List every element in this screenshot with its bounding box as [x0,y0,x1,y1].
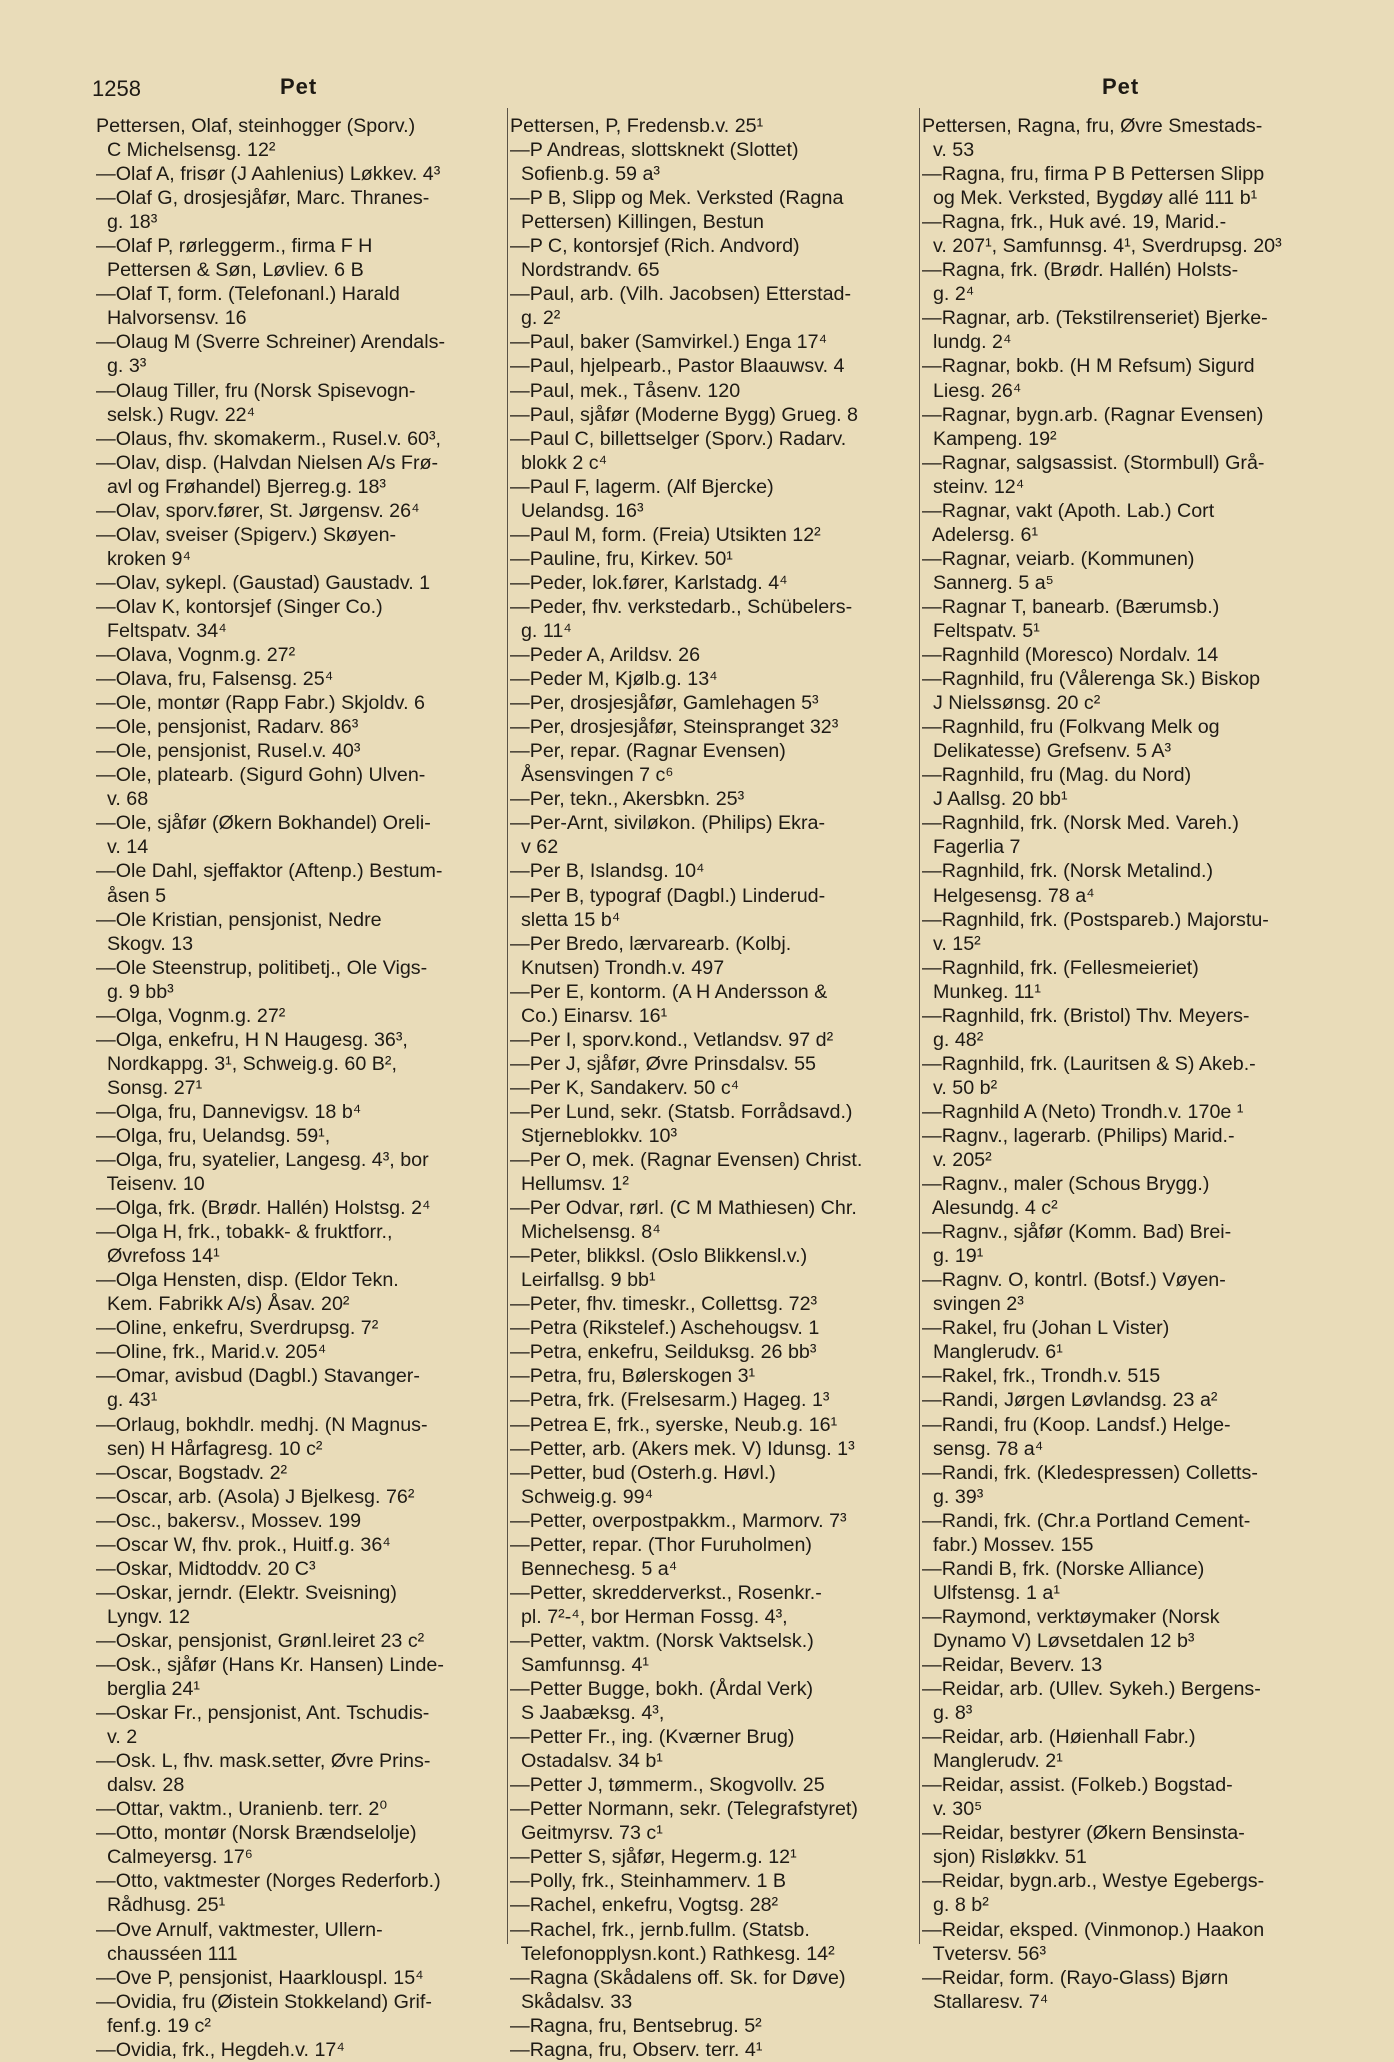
directory-entry-line: —Ragnhild, fru (Vålerenga Sk.) Biskop [922,668,1261,691]
directory-entry-line: —Petra, fru, Bølerskogen 3¹ [510,1365,756,1388]
directory-entry-line: —Petter Fr., ing. (Kværner Brug) [510,1726,795,1749]
directory-entry-line: Skogv. 13 [96,932,194,955]
directory-entry-line: —Oline, enkefru, Sverdrupsg. 7² [96,1317,379,1340]
directory-entry-line: v 62 [510,836,559,859]
directory-entry-line: —Paul, hjelpearb., Pastor Blaauwsv. 4 [510,355,845,378]
column-divider [507,108,508,1944]
directory-entry-line: —Olga, frk. (Brødr. Hallén) Holstsg. 2⁴ [96,1197,431,1220]
directory-entry-line: avl og Frøhandel) Bjerreg.g. 18³ [96,475,386,498]
directory-entry-line: Pettersen & Søn, Løvliev. 6 B [96,259,364,282]
directory-entry-line: Nordstrandv. 65 [510,259,660,282]
directory-entry-line: —Petter, overpostpakkm., Marmorv. 7³ [510,1509,847,1532]
directory-entry-line: —Randi B, frk. (Norske Alliance) [922,1557,1205,1580]
directory-entry-line: g. 9 bb³ [96,980,174,1003]
directory-entry-line: —Petra, frk. (Frelsesarm.) Hageg. 1³ [510,1389,830,1412]
directory-entry-line: Uelandsg. 16³ [510,499,644,522]
directory-entry-line: Manglerudv. 6¹ [922,1341,1063,1364]
directory-entry-line: —Ragnar, veiarb. (Kommunen) [922,547,1195,570]
directory-entry-line: —Ragna, fru, firma P B Pettersen Slipp [922,163,1265,186]
directory-entry-line: v. 14 [96,836,149,859]
directory-entry-line: —Rakel, frk., Trondh.v. 515 [922,1365,1161,1388]
directory-entry-line: —Oscar W, fhv. prok., Huitf.g. 36⁴ [96,1533,391,1556]
directory-entry-line: kroken 9⁴ [96,547,191,570]
directory-entry-line: —Otto, vaktmester (Norges Rederforb.) [96,1870,441,1893]
directory-entry-line: —Reidar, assist. (Folkeb.) Bogstad- [922,1774,1233,1797]
directory-entry-line: Feltspatv. 34⁴ [96,619,227,642]
directory-entry-line: —Ragna, frk., Huk avé. 19, Marid.- [922,211,1227,234]
directory-entry-line: —Petter, arb. (Akers mek. V) Idunsg. 1³ [510,1437,855,1460]
directory-entry-line: —Rachel, frk., jernb.fullm. (Statsb. [510,1918,810,1941]
directory-entry-line: —P B, Slipp og Mek. Verksted (Ragna [510,187,844,210]
directory-entry-line: Feltspatv. 5¹ [922,619,1040,642]
directory-entry-line: g. 8 b² [922,1894,989,1917]
directory-entry-line: —Ragnhild A (Neto) Trondh.v. 170e ¹ [922,1100,1244,1123]
directory-entry-line: —Ole Kristian, pensjonist, Nedre [96,908,382,931]
directory-column-2 [510,114,918,2062]
directory-entry-line: v. 68 [96,788,149,811]
directory-entry-line: Michelsensg. 8⁴ [510,1221,661,1244]
directory-entry-line: —Peder A, Arildsv. 26 [510,644,701,667]
column-divider [919,108,920,1944]
directory-entry-line: v. 53 [922,139,975,162]
directory-entry-line: Stallaresv. 7⁴ [922,1990,1049,2013]
directory-entry-line: —Rachel, enkefru, Vogtsg. 28² [510,1894,779,1917]
directory-entry-line: fenf.g. 19 c² [96,2014,211,2037]
directory-entry-line: —Ragnv., sjåfør (Komm. Bad) Brei- [922,1221,1232,1244]
directory-entry-line: Manglerudv. 2¹ [922,1750,1063,1773]
directory-entry-line: Ostadalsv. 34 b¹ [510,1750,663,1773]
directory-entry-line: —Randi, frk. (Kledespressen) Colletts- [922,1461,1258,1484]
directory-entry-line: —Ole Steenstrup, politibetj., Ole Vigs- [96,956,428,979]
directory-entry-line: —Olaug M (Sverre Schreiner) Arendals- [96,331,446,354]
directory-entry-line: —Per Bredo, lærvarearb. (Kolbj. [510,932,792,955]
directory-entry-line: Knutsen) Trondh.v. 497 [510,956,725,979]
directory-entry-line: berglia 24¹ [96,1678,200,1701]
directory-entry-line: —Ragnar, bygn.arb. (Ragnar Evensen) [922,403,1264,426]
directory-entry-line: fabr.) Mossev. 155 [922,1533,1094,1556]
directory-entry-line: —Ragnar, vakt (Apoth. Lab.) Cort [922,499,1215,522]
directory-entry-line: —Ove Arnulf, vaktmester, Ullern- [96,1918,383,1941]
directory-entry-line: Samfunnsg. 4¹ [510,1654,649,1676]
directory-entry-line: —Olav, sporv.fører, St. Jørgensv. 26⁴ [96,499,420,522]
directory-entry-line: —Ragnar T, banearb. (Bærumsb.) [922,595,1220,618]
directory-entry-line: steinv. 12⁴ [922,475,1025,498]
directory-entry-line: —Oskar Fr., pensjonist, Ant. Tschudis- [96,1702,430,1725]
directory-entry-line: —Per, repar. (Ragnar Evensen) [510,740,786,763]
directory-entry-line: —Oskar, jerndr. (Elektr. Sveisning) [96,1581,397,1604]
directory-entry-line: Åsensvingen 7 c⁶ [510,764,674,787]
directory-entry-line: sletta 15 b⁴ [510,908,621,931]
directory-entry-line: —Per E, kontorm. (A H Andersson & [510,980,828,1003]
directory-entry-line: —Olga H, frk., tobakk- & fruktforr., [96,1221,393,1244]
directory-entry-line: —Ovidia, frk., Hegdeh.v. 17⁴ [96,2038,345,2061]
directory-entry-line: g. 2² [510,307,561,330]
directory-entry-line: —Oscar, Bogstadv. 2² [96,1461,288,1484]
directory-entry-line: —Ragnhild, fru (Folkvang Melk og [922,716,1220,739]
directory-entry-line: —Olaf T, form. (Telefonanl.) Harald [96,283,400,306]
directory-entry-line: —Paul F, lagerm. (Alf Bjercke) [510,475,774,498]
directory-column-3 [922,114,1326,2014]
directory-entry-line: —Ole, platearb. (Sigurd Gohn) Ulven- [96,764,426,787]
directory-entry-line: —Ovidia, fru (Øistein Stokkeland) Grif- [96,1990,432,2013]
directory-entry-line: —Otto, montør (Norsk Brændselolje) [96,1822,417,1845]
directory-entry-line: —Polly, frk., Steinhammerv. 1 B [510,1870,787,1893]
directory-entry-line: Alesundg. 4 c² [922,1197,1058,1220]
directory-entry-line: —Olav, sykepl. (Gaustad) Gaustadv. 1 [96,571,431,594]
directory-entry-line: —Per K, Sandakerv. 50 c⁴ [510,1076,740,1099]
directory-entry-line: —Per Lund, sekr. (Statsb. Forrådsavd.) [510,1100,853,1123]
directory-entry-line: J Nielssønsg. 20 c² [922,692,1101,715]
directory-entry-line: —Randi, frk. (Chr.a Portland Cement- [922,1509,1251,1532]
directory-entry-line: —Olga, fru, syatelier, Langesg. 4³, bor [96,1149,429,1172]
directory-entry-line: —Ottar, vaktm., Uranienb. terr. 2⁰ [96,1798,388,1821]
directory-entry-line: —Raymond, verktøymaker (Norsk [922,1605,1220,1628]
directory-entry-line: —Petter, vaktm. (Norsk Vaktselsk.) [510,1629,814,1652]
directory-entry-line: —Per, drosjesjåfør, Gamlehagen 5³ [510,692,819,715]
directory-entry-line: —Ragnv., maler (Schous Brygg.) [922,1173,1210,1196]
directory-entry-line: S Jaabæksg. 4³, [510,1702,665,1725]
directory-entry-line: v. 30⁵ [922,1798,983,1821]
directory-entry-line: sjon) Risløkkv. 51 [922,1846,1087,1869]
directory-entry-line: —Olga, fru, Dannevigsv. 18 b⁴ [96,1100,362,1123]
directory-entry-line: Ulfstensg. 1 a¹ [922,1581,1060,1604]
directory-entry-line: —Ole Dahl, sjeffaktor (Aftenp.) Bestum- [96,860,443,883]
directory-entry-line: —Reidar, arb. (Høienhall Fabr.) [922,1726,1196,1749]
directory-entry-line: chausséen 111 [96,1942,238,1965]
directory-entry-line: —Per, tekn., Akersbkn. 25³ [510,788,745,811]
directory-entry-line: g. 3³ [96,355,147,378]
directory-entry-line: —Reidar, bestyrer (Økern Bensinsta- [922,1822,1245,1845]
directory-entry-line: —Olava, fru, Falsensg. 25⁴ [96,668,334,691]
directory-entry-line: —Oscar, arb. (Asola) J Bjelkesg. 76² [96,1485,415,1508]
directory-entry-line: —Olav, sveiser (Spigerv.) Skøyen- [96,523,397,546]
header-left-word: Pet [280,74,318,99]
directory-entry-line: Fagerlia 7 [922,836,1021,859]
directory-entry-line: —Ragnhild, frk. (Postspareb.) Majorstu- [922,908,1269,931]
directory-entry-line: Schweig.g. 99⁴ [510,1485,654,1508]
directory-entry-line: —Ove P, pensjonist, Haarklouspl. 15⁴ [96,1966,424,1989]
directory-entry-line: sensg. 78 a⁴ [922,1437,1044,1460]
directory-entry-line: Halvorsensv. 16 [96,307,247,330]
directory-entry-line: —Osk., sjåfør (Hans Kr. Hansen) Linde- [96,1654,444,1676]
directory-entry-line: —Pauline, fru, Kirkev. 50¹ [510,547,733,570]
directory-entry-line: Bennechesg. 5 a⁴ [510,1557,678,1580]
directory-entry-line: Hellumsv. 1² [510,1173,629,1196]
directory-entry-line: Pettersen, Ragna, fru, Øvre Smestads- [922,115,1263,137]
directory-entry-line: g. 18³ [96,211,158,234]
directory-entry-line: —Ragnhild (Moresco) Nordalv. 14 [922,644,1219,667]
directory-entry-line: —Osk. L, fhv. mask.setter, Øvre Prins- [96,1750,431,1773]
directory-entry-line: —Ragnar, bokb. (H M Refsum) Sigurd [922,355,1255,378]
directory-entry-line: —Peder, fhv. verkstedarb., Schübelers- [510,595,853,618]
directory-entry-line: g. 48² [922,1028,984,1051]
directory-entry-line: —Ragnv., lagerarb. (Philips) Marid.- [922,1124,1235,1147]
directory-entry-line: sen) H Hårfagresg. 10 c² [96,1437,323,1460]
directory-entry-line: selsk.) Rugv. 22⁴ [96,403,256,426]
directory-entry-line: —Olga, fru, Uelandsg. 59¹, [96,1124,331,1147]
directory-entry-line: —P Andreas, slottsknekt (Slottet) [510,139,799,162]
directory-entry-line: —Ragnhild, frk. (Fellesmeieriet) [922,956,1199,979]
directory-entry-line: Telefonopplysn.kont.) Rathkesg. 14² [510,1942,835,1965]
directory-entry-line: —Petter, repar. (Thor Furuholmen) [510,1533,812,1556]
directory-entry-line: —Ragnhild, frk. (Bristol) Thv. Meyers- [922,1004,1250,1027]
directory-entry-line: åsen 5 [96,884,167,907]
directory-entry-line: —Reidar, arb. (Ullev. Sykeh.) Bergens- [922,1678,1261,1701]
directory-entry-line: —Reidar, bygn.arb., Westye Egebergs- [922,1870,1265,1893]
directory-entry-line: —Oskar, pensjonist, Grønl.leiret 23 c² [96,1629,425,1652]
directory-entry-line: Teisenv. 10 [96,1173,205,1196]
directory-entry-line: —P C, kontorsjef (Rich. Andvord) [510,235,800,258]
directory-entry-line: Pettersen, P, Fredensb.v. 25¹ [510,115,764,137]
directory-entry-line: Pettersen, Olaf, steinhogger (Sporv.) [96,115,416,137]
directory-entry-line: —Oskar, Midtoddv. 20 C³ [96,1557,316,1580]
directory-entry-line: Pettersen) Killingen, Bestun [510,211,764,234]
directory-entry-line: —Ole, pensjonist, Rusel.v. 40³ [96,740,361,763]
directory-entry-line: —Paul, baker (Samvirkel.) Enga 17⁴ [510,331,828,354]
directory-entry-line: —Ragnhild, frk. (Norsk Metalind.) [922,860,1214,883]
directory-entry-line: g. 8³ [922,1702,973,1725]
directory-entry-line: —Paul, sjåfør (Moderne Bygg) Grueg. 8 [510,403,858,426]
directory-entry-line: —Rakel, fru (Johan L Vister) [922,1317,1170,1340]
directory-entry-line: —Per-Arnt, siviløkon. (Philips) Ekra- [510,812,826,835]
directory-entry-line: —Per B, typograf (Dagbl.) Linderud- [510,884,826,907]
directory-entry-line: dalsv. 28 [96,1774,185,1797]
directory-entry-line: pl. 7²-⁴, bor Herman Fossg. 4³, [510,1605,788,1628]
directory-entry-line: J Aallsg. 20 bb¹ [922,788,1068,811]
directory-entry-line: —Randi, Jørgen Løvlandsg. 23 a² [922,1389,1218,1412]
directory-entry-line: —Ragnar, arb. (Tekstilrenseriet) Bjerke- [922,307,1268,330]
directory-entry-line: —Reidar, eksped. (Vinmonop.) Haakon [922,1918,1265,1941]
directory-entry-line: —Ole, sjåfør (Økern Bokhandel) Oreli- [96,812,431,835]
directory-entry-line: Sannerg. 5 a⁵ [922,571,1054,594]
directory-entry-line: —Ragna (Skådalens off. Sk. for Døve) [510,1966,846,1989]
directory-entry-line: Skådalsv. 33 [510,1990,633,2013]
directory-entry-line: —Omar, avisbud (Dagbl.) Stavanger- [96,1365,420,1388]
directory-entry-line: Dynamo V) Løvsetdalen 12 b³ [922,1629,1195,1652]
directory-entry-line: v. 2 [96,1726,138,1749]
directory-entry-line: —Olaf G, drosjesjåfør, Marc. Thranes- [96,187,430,210]
directory-entry-line: g. 39³ [922,1485,984,1508]
directory-entry-line: —Olav, disp. (Halvdan Nielsen A/s Frø- [96,451,439,474]
directory-entry-line: —Petter, bud (Osterh.g. Høvl.) [510,1461,776,1484]
directory-entry-line: —Peter, fhv. timeskr., Collettsg. 72³ [510,1293,818,1316]
directory-entry-line: Stjerneblokkv. 10³ [510,1124,678,1147]
directory-entry-line: —Ragna, fru, Observ. terr. 4¹ [510,2038,763,2061]
directory-entry-line: —Peder M, Kjølb.g. 13⁴ [510,668,718,691]
directory-entry-line: —Petter Bugge, bokh. (Årdal Verk) [510,1678,814,1701]
directory-entry-line: —Olaf P, rørleggerm., firma F H [96,235,373,258]
directory-entry-line: Kampeng. 19² [922,427,1057,450]
directory-entry-line: g. 19¹ [922,1245,984,1268]
directory-entry-line: —Reidar, Beverv. 13 [922,1654,1103,1676]
header-right-word: Pet [1102,74,1140,99]
directory-entry-line: Sofienb.g. 59 a³ [510,163,660,186]
directory-entry-line: —Paul, mek., Tåsenv. 120 [510,379,741,402]
directory-entry-line: —Paul C, billettselger (Sporv.) Radarv. [510,427,847,450]
directory-entry-line: Geitmyrsv. 73 c¹ [510,1822,663,1845]
directory-entry-line: Delikatesse) Grefsenv. 5 A³ [922,740,1172,763]
directory-entry-line: —Ole, pensjonist, Radarv. 86³ [96,716,359,739]
directory-entry-line: Adelersg. 6¹ [922,523,1038,546]
directory-entry-line: —Petter Normann, sekr. (Telegrafstyret) [510,1798,858,1821]
directory-entry-line: —Olava, Vognm.g. 27² [96,644,296,667]
directory-entry-line: Sonsg. 27¹ [96,1076,203,1099]
directory-entry-line: Helgesensg. 78 a⁴ [922,884,1095,907]
directory-entry-line: —Peter, blikksl. (Oslo Blikkensl.v.) [510,1245,808,1268]
directory-entry-line: —Ragnhild, frk. (Lauritsen & S) Akeb.- [922,1052,1256,1075]
directory-entry-line: Calmeyersg. 17⁶ [96,1846,253,1869]
directory-entry-line: —Olaus, fhv. skomakerm., Rusel.v. 60³, [96,427,441,450]
directory-entry-line: —Per O, mek. (Ragnar Evensen) Christ. [510,1149,863,1172]
directory-entry-line: —Ole, montør (Rapp Fabr.) Skjoldv. 6 [96,692,425,715]
directory-entry-line: v. 50 b² [922,1076,998,1099]
directory-entry-line: —Orlaug, bokhdlr. medhj. (N Magnus- [96,1413,428,1436]
directory-entry-line: —Osc., bakersv., Mossev. 199 [96,1509,362,1532]
directory-entry-line: —Oline, frk., Marid.v. 205⁴ [96,1341,327,1364]
directory-entry-line: —Petra (Rikstelef.) Aschehougsv. 1 [510,1317,820,1340]
directory-entry-line: —Reidar, form. (Rayo-Glass) Bjørn [922,1966,1229,1989]
directory-entry-line: Munkeg. 11¹ [922,980,1041,1003]
directory-entry-line: Øvrefoss 14¹ [96,1245,220,1268]
directory-entry-line: Rådhusg. 25¹ [96,1894,226,1917]
directory-entry-line: —Per B, Islandsg. 10⁴ [510,860,705,883]
directory-entry-line: —Olaug Tiller, fru (Norsk Spisevogn- [96,379,416,402]
directory-entry-line: Nordkappg. 3¹, Schweig.g. 60 B², [96,1052,397,1075]
directory-entry-line: —Paul M, form. (Freia) Utsikten 12² [510,523,821,546]
directory-entry-line: —Petter, skredderverkst., Rosenkr.- [510,1581,822,1604]
directory-entry-line: —Petter J, tømmerm., Skogvollv. 25 [510,1774,825,1797]
directory-entry-line: C Michelsensg. 12² [96,139,276,162]
directory-entry-line: —Olga, Vognm.g. 27² [96,1004,286,1027]
directory-entry-line: —Per Odvar, rørl. (C M Mathiesen) Chr. [510,1197,857,1220]
directory-entry-line: —Petrea E, frk., syerske, Neub.g. 16¹ [510,1413,838,1436]
directory-entry-line: —Petter S, sjåfør, Hegerm.g. 12¹ [510,1846,797,1869]
directory-entry-line: Liesg. 26⁴ [922,379,1022,402]
directory-entry-line: —Per I, sporv.kond., Vetlandsv. 97 d² [510,1028,834,1051]
directory-entry-line: —Randi, fru (Koop. Landsf.) Helge- [922,1413,1231,1436]
directory-entry-line: svingen 2³ [922,1293,1024,1316]
directory-column-1 [96,114,504,2062]
directory-entry-line: —Per, drosjesjåfør, Steinspranget 32³ [510,716,839,739]
directory-entry-line: g. 43¹ [96,1389,158,1412]
directory-entry-line: —Olga Hensten, disp. (Eldor Tekn. [96,1269,399,1292]
directory-entry-line: —Paul, arb. (Vilh. Jacobsen) Etterstad- [510,283,852,306]
directory-entry-line: —Olav K, kontorsjef (Singer Co.) [96,595,383,618]
directory-entry-line: g. 11⁴ [510,619,572,642]
directory-entry-line: —Olaf A, frisør (J Aahlenius) Løkkev. 4³ [96,163,441,186]
directory-entry-line: v. 207¹, Samfunnsg. 4¹, Sverdrupsg. 20³ [922,235,1282,258]
directory-entry-line: —Ragnhild, fru (Mag. du Nord) [922,764,1192,787]
directory-entry-line: blokk 2 c⁴ [510,451,608,474]
directory-entry-line: —Ragna, frk. (Brødr. Hallén) Holsts- [922,259,1239,282]
directory-entry-line: Lyngv. 12 [96,1605,191,1628]
page-number: 1258 [92,76,141,101]
directory-entry-line: Kem. Fabrikk A/s) Åsav. 20² [96,1293,350,1316]
directory-entry-line: —Ragnhild, frk. (Norsk Med. Vareh.) [922,812,1239,835]
directory-entry-line: —Ragnv. O, kontrl. (Botsf.) Vøyen- [922,1269,1226,1292]
directory-entry-line: —Peder, lok.fører, Karlstadg. 4⁴ [510,571,788,594]
directory-entry-line: —Petra, enkefru, Seilduksg. 26 bb³ [510,1341,817,1364]
directory-entry-line: og Mek. Verksted, Bygdøy allé 111 b¹ [922,187,1258,210]
directory-entry-line: g. 2⁴ [922,283,975,306]
directory-entry-line: Tvetersv. 56³ [922,1942,1046,1965]
directory-entry-line: v. 15² [922,932,981,955]
directory-entry-line: —Ragnar, salgsassist. (Stormbull) Grå- [922,451,1265,474]
directory-entry-line: —Ragna, fru, Bentsebrug. 5² [510,2014,762,2037]
directory-entry-line: Co.) Einarsv. 16¹ [510,1004,668,1027]
directory-entry-line: —Per J, sjåfør, Øvre Prinsdalsv. 55 [510,1052,816,1075]
directory-entry-line: lundg. 2⁴ [922,331,1012,354]
directory-entry-line: —Olga, enkefru, H N Haugesg. 36³, [96,1028,408,1051]
directory-entry-line: Leirfallsg. 9 bb¹ [510,1269,656,1292]
directory-entry-line: v. 205² [922,1149,992,1172]
